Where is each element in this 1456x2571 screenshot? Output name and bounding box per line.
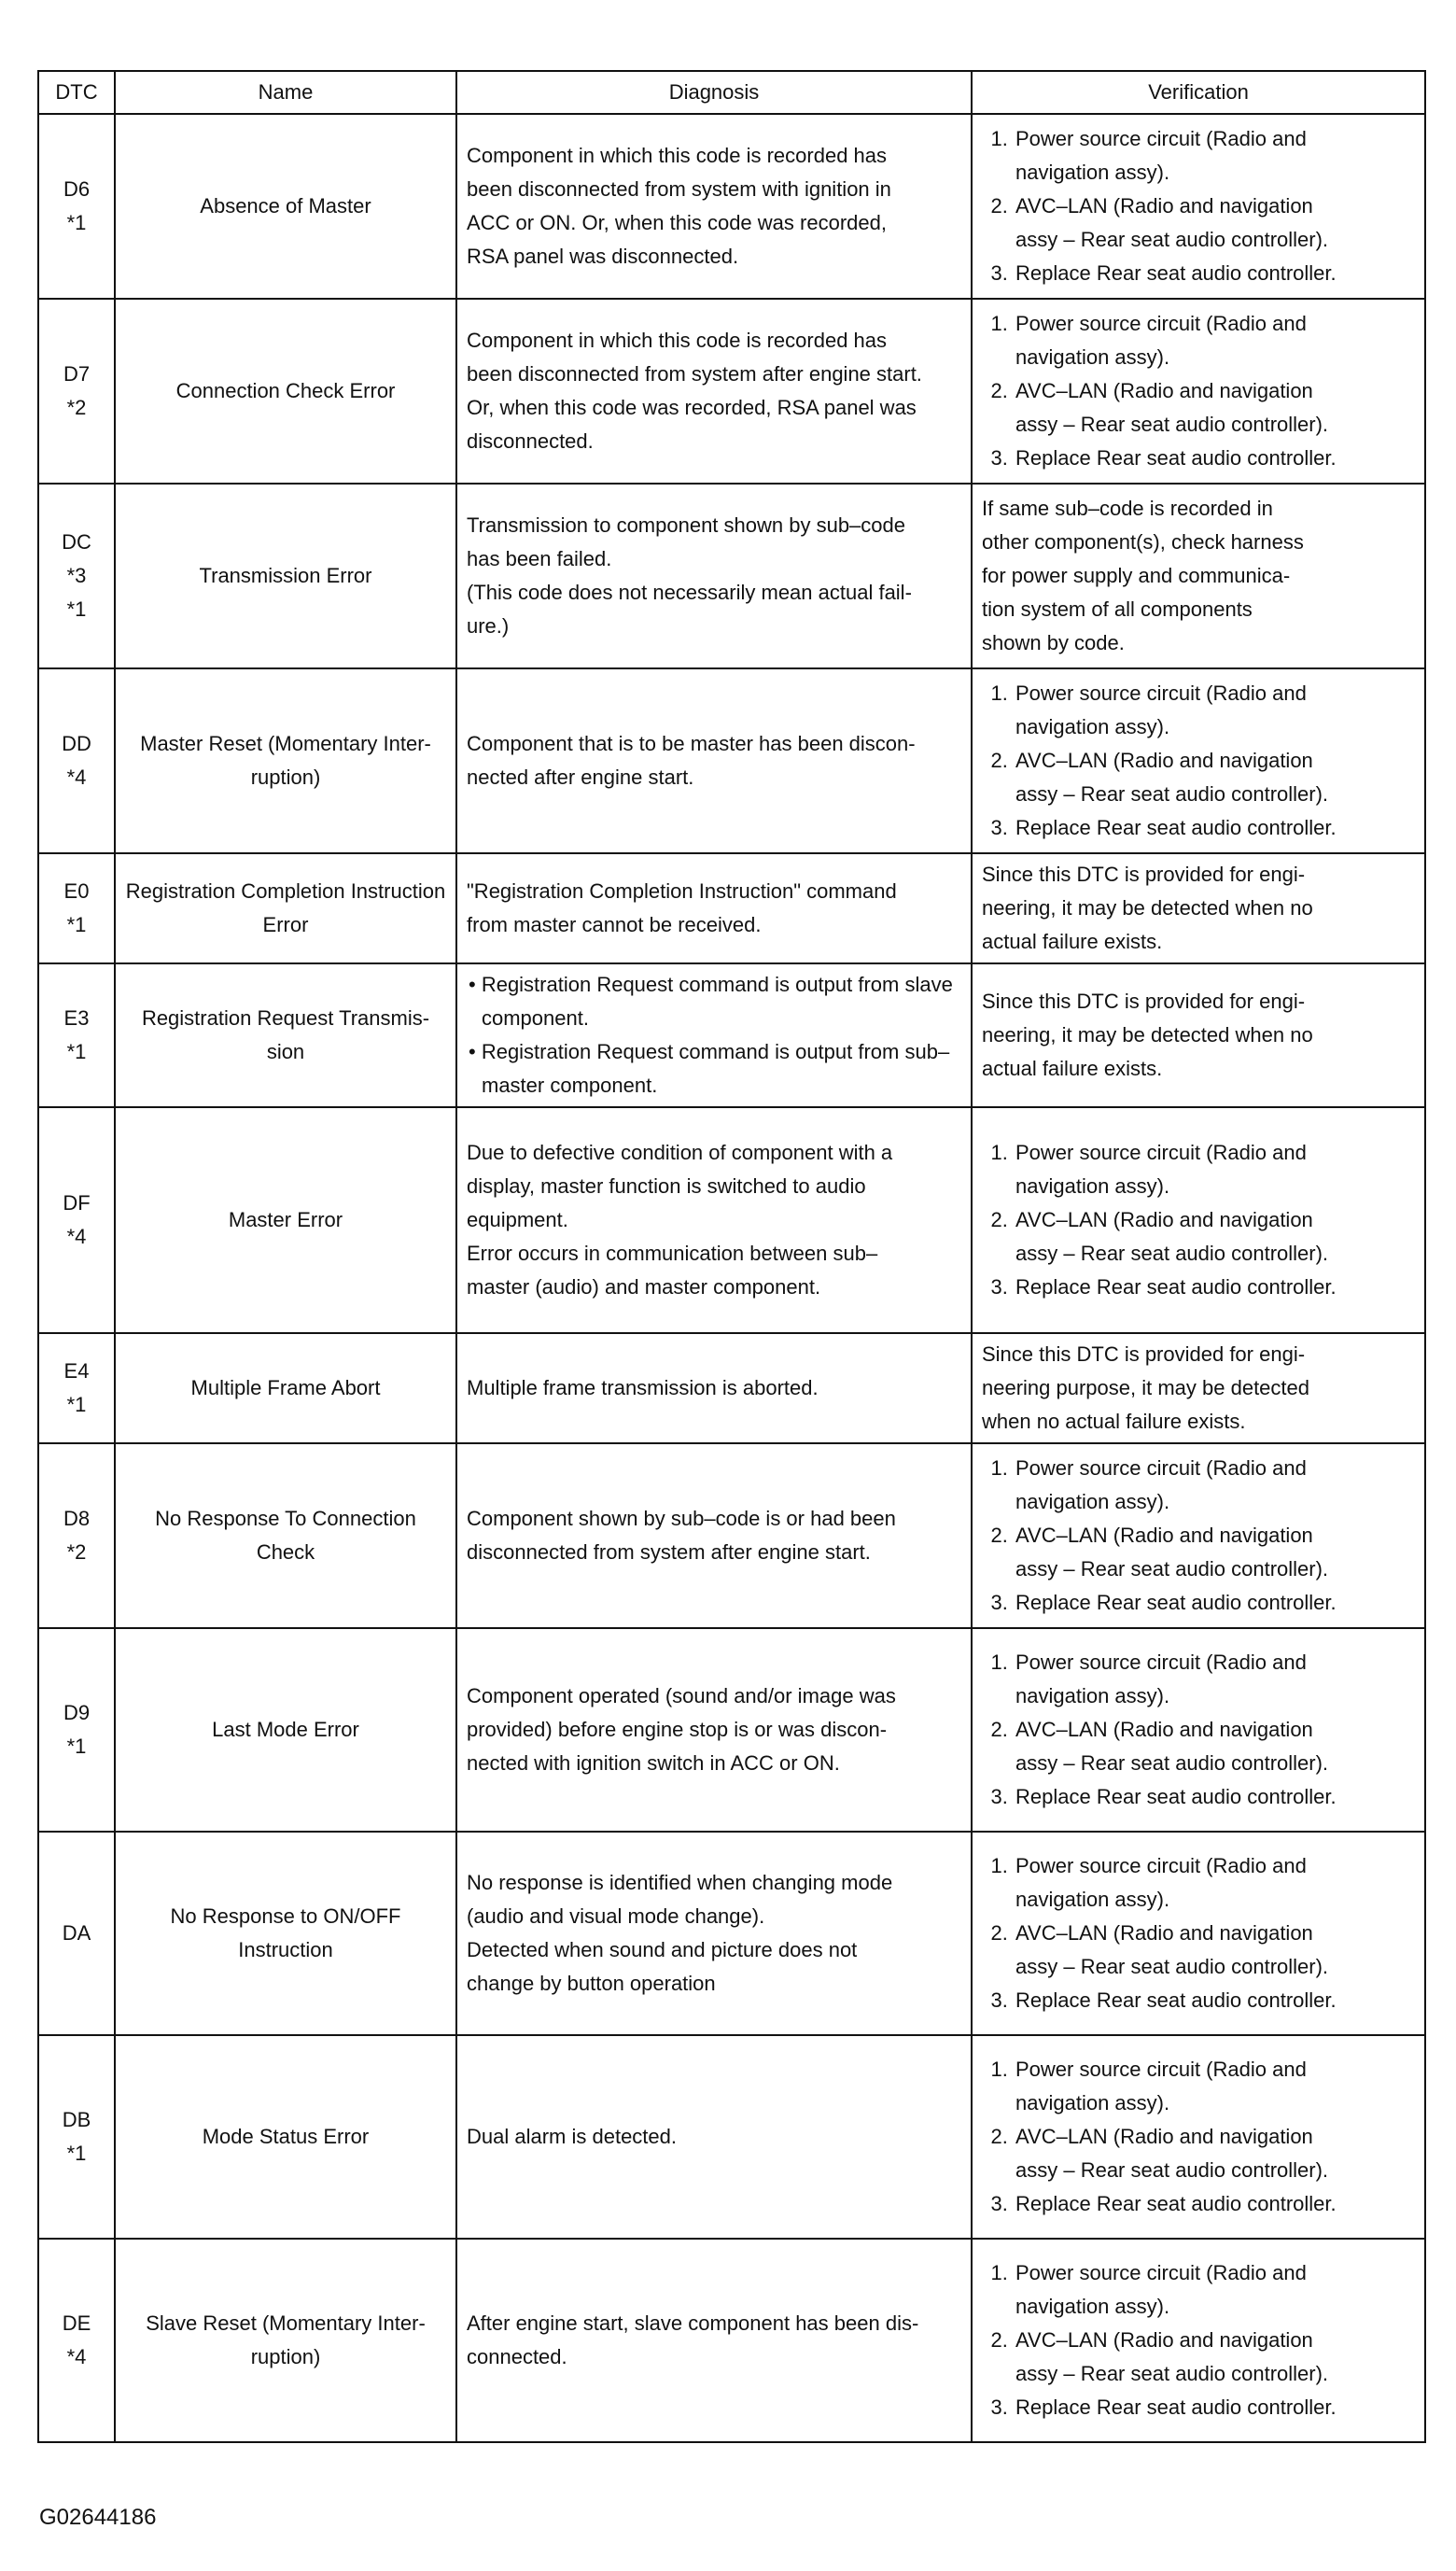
verification-step-line: navigation assy). xyxy=(1015,1684,1170,1707)
verification-step-line: 1. Power source circuit (Radio and xyxy=(1015,681,1307,705)
verification-step xyxy=(1014,2187,1415,2221)
dtc-code-line: *1 xyxy=(66,2142,87,2165)
verification-step xyxy=(1014,2391,1415,2424)
verification-step-line: 3. Replace Rear seat audio controller. xyxy=(1015,1591,1337,1614)
diagnosis-line: Component shown by sub–code is or had been xyxy=(467,1507,896,1530)
table-row xyxy=(38,853,1425,963)
verification-step-line: 3. Replace Rear seat audio controller. xyxy=(1015,261,1337,285)
header-diagnosis: Diagnosis xyxy=(456,71,972,114)
diagnosis-cell xyxy=(456,963,972,1107)
verification-note-line: If same sub–code is recorded in xyxy=(982,497,1273,520)
dtc-name-cell: Master Reset (Momentary Inter-ruption) xyxy=(115,668,456,853)
dtc-code-line: D6 xyxy=(63,177,91,201)
verification-step-line: navigation assy). xyxy=(1015,2091,1170,2114)
table-row xyxy=(38,1107,1425,1333)
figure-id: G02644186 xyxy=(39,2505,157,2530)
dtc-code-cell xyxy=(38,853,115,963)
diagnosis-cell xyxy=(456,1333,972,1443)
verification-steps xyxy=(982,122,1415,290)
diagnosis-line: Transmission to component shown by sub–code xyxy=(467,513,905,537)
diagnosis-line: disconnected. xyxy=(467,429,594,453)
verification-step-line: 3. Replace Rear seat audio controller. xyxy=(1015,1988,1337,2012)
verification-step-line: 2. AVC–LAN (Radio and navigation xyxy=(1015,749,1313,772)
verification-cell xyxy=(972,1333,1425,1443)
verification-step-line: 1. Power source circuit (Radio and xyxy=(1015,2058,1307,2081)
verification-step xyxy=(1014,744,1415,811)
verification-cell xyxy=(972,114,1425,299)
dtc-name-cell: Registration Request Transmis-sion xyxy=(115,963,456,1107)
diagnosis-line: connected. xyxy=(467,2345,567,2368)
dtc-code-line: E0 xyxy=(63,879,90,903)
dtc-name-cell: Last Mode Error xyxy=(115,1628,456,1832)
verification-step-line: 2. AVC–LAN (Radio and navigation xyxy=(1015,1718,1313,1741)
diagnosis-line: equipment. xyxy=(467,1208,568,1231)
verification-steps xyxy=(982,1136,1415,1304)
verification-step xyxy=(1014,811,1415,845)
diagnosis-bullet: • Registration Request command is output from sub–master component. xyxy=(469,1040,950,1097)
diagnosis-bullet: • Registration Request command is output from slave component. xyxy=(469,973,953,1030)
dtc-code-line: D9 xyxy=(63,1701,91,1724)
table-row xyxy=(38,484,1425,668)
diagnosis-line: (This code does not necessarily mean actual fail- xyxy=(467,581,912,604)
diagnosis-line: Due to defective condition of component with a xyxy=(467,1141,893,1164)
dtc-code-line: *2 xyxy=(66,1540,87,1564)
diagnosis-line: "Registration Completion Instruction" command xyxy=(467,879,897,903)
table-row xyxy=(38,1628,1425,1832)
dtc-name-cell: Slave Reset (Momentary Inter-ruption) xyxy=(115,2239,456,2442)
dtc-code-cell xyxy=(38,484,115,668)
verification-step xyxy=(1014,1452,1415,1519)
verification-step xyxy=(1014,374,1415,442)
dtc-code-cell xyxy=(38,1333,115,1443)
dtc-name-cell: Absence of Master xyxy=(115,114,456,299)
verification-step xyxy=(1014,307,1415,374)
verification-step xyxy=(1014,1136,1415,1203)
verification-cell xyxy=(972,1832,1425,2035)
header-verification: Verification xyxy=(972,71,1425,114)
table-row xyxy=(38,668,1425,853)
dtc-code-line: D8 xyxy=(63,1507,91,1530)
diagnosis-cell xyxy=(456,668,972,853)
diagnosis-line: (audio and visual mode change). xyxy=(467,1904,765,1928)
verification-cell xyxy=(972,853,1425,963)
dtc-name-cell: No Response To Connection Check xyxy=(115,1443,456,1628)
dtc-code-line: DA xyxy=(62,1921,91,1945)
diagnosis-line: from master cannot be received. xyxy=(467,913,762,936)
verification-note xyxy=(982,1338,1415,1439)
diagnosis-line: master (audio) and master component. xyxy=(467,1275,821,1299)
verification-step xyxy=(1014,2053,1415,2120)
verification-step xyxy=(1014,442,1415,475)
dtc-code-line: D7 xyxy=(63,362,91,386)
verification-step xyxy=(1014,1984,1415,2017)
verification-step-line: 2. AVC–LAN (Radio and navigation xyxy=(1015,194,1313,218)
diagnosis-cell xyxy=(456,1107,972,1333)
diagnosis-line: been disconnected from system after engine start. xyxy=(467,362,922,386)
dtc-code-line: *1 xyxy=(66,1735,87,1758)
diagnosis-line: nected after engine start. xyxy=(467,766,694,789)
diagnosis-line: After engine start, slave component has been dis- xyxy=(467,2311,919,2335)
dtc-code-cell xyxy=(38,1443,115,1628)
dtc-name-cell: Transmission Error xyxy=(115,484,456,668)
verification-step-line: 1. Power source circuit (Radio and xyxy=(1015,1456,1307,1480)
verification-step-line: 1. Power source circuit (Radio and xyxy=(1015,2261,1307,2284)
verification-step-line: 1. Power source circuit (Radio and xyxy=(1015,127,1307,150)
dtc-code-line: *1 xyxy=(66,211,87,234)
verification-step-line: 2. AVC–LAN (Radio and navigation xyxy=(1015,1524,1313,1547)
verification-step xyxy=(1014,1849,1415,1917)
verification-step-line: assy – Rear seat audio controller). xyxy=(1015,1242,1329,1265)
table-row xyxy=(38,299,1425,484)
diagnosis-line: No response is identified when changing mode xyxy=(467,1871,893,1894)
verification-steps xyxy=(982,2053,1415,2221)
diagnosis-line: Error occurs in communication between sub– xyxy=(467,1242,878,1265)
dtc-code-line: *1 xyxy=(66,1393,87,1416)
diagnosis-line: Component in which this code is recorded has xyxy=(467,329,888,352)
diagnosis-line: Component that is to be master has been discon- xyxy=(467,732,916,755)
verification-step-line: navigation assy). xyxy=(1015,715,1170,738)
verification-step-line: assy – Rear seat audio controller). xyxy=(1015,413,1329,436)
verification-step-line: 3. Replace Rear seat audio controller. xyxy=(1015,2192,1337,2215)
verification-step-line: assy – Rear seat audio controller). xyxy=(1015,2362,1329,2385)
verification-steps xyxy=(982,2256,1415,2424)
verification-step xyxy=(1014,190,1415,257)
verification-cell xyxy=(972,1628,1425,1832)
verification-step-line: 3. Replace Rear seat audio controller. xyxy=(1015,1275,1337,1299)
dtc-code-line: DF xyxy=(63,1191,91,1215)
verification-step-line: 1. Power source circuit (Radio and xyxy=(1015,1854,1307,1877)
verification-steps xyxy=(982,1452,1415,1620)
dtc-code-line: E4 xyxy=(63,1359,90,1383)
verification-step xyxy=(1014,677,1415,744)
verification-step-line: 2. AVC–LAN (Radio and navigation xyxy=(1015,2125,1313,2148)
dtc-code-cell xyxy=(38,963,115,1107)
verification-step-line: 2. AVC–LAN (Radio and navigation xyxy=(1015,1921,1313,1945)
diagnosis-line: Component operated (sound and/or image was xyxy=(467,1684,896,1707)
table-row xyxy=(38,1333,1425,1443)
dtc-code-line: *4 xyxy=(66,766,87,789)
verification-note-line: neering, it may be detected when no xyxy=(982,896,1313,920)
diagnosis-line: Detected when sound and picture does not xyxy=(467,1938,858,1961)
verification-step-line: 2. AVC–LAN (Radio and navigation xyxy=(1015,379,1313,402)
verification-note-line: neering, it may be detected when no xyxy=(982,1023,1313,1047)
dtc-code-cell xyxy=(38,299,115,484)
dtc-code-cell xyxy=(38,2239,115,2442)
verification-step xyxy=(1014,1780,1415,1814)
verification-step-line: navigation assy). xyxy=(1015,1174,1170,1198)
dtc-name-cell: Master Error xyxy=(115,1107,456,1333)
dtc-code-line: *3 xyxy=(66,564,87,587)
verification-note-line: neering purpose, it may be detected xyxy=(982,1376,1310,1399)
diagnosis-line: ure.) xyxy=(467,614,510,638)
verification-step xyxy=(1014,2256,1415,2324)
verification-note-line: Since this DTC is provided for engi- xyxy=(982,990,1306,1013)
dtc-code-line: *1 xyxy=(66,1040,87,1063)
verification-note-line: shown by code. xyxy=(982,631,1125,654)
verification-step-line: 3. Replace Rear seat audio controller. xyxy=(1015,1785,1337,1808)
verification-step-line: assy – Rear seat audio controller). xyxy=(1015,1557,1329,1581)
dtc-name-cell: No Response to ON/OFF Instruction xyxy=(115,1832,456,2035)
diagnosis-line: display, master function is switched to audio xyxy=(467,1174,866,1198)
diagnosis-cell xyxy=(456,1628,972,1832)
verification-step xyxy=(1014,1203,1415,1271)
dtc-name-cell: Connection Check Error xyxy=(115,299,456,484)
diagnosis-cell xyxy=(456,114,972,299)
verification-note-line: Since this DTC is provided for engi- xyxy=(982,1342,1306,1366)
verification-note-line: for power supply and communica- xyxy=(982,564,1291,587)
verification-step-line: navigation assy). xyxy=(1015,161,1170,184)
verification-step xyxy=(1014,2324,1415,2391)
verification-step xyxy=(1014,1519,1415,1586)
verification-cell xyxy=(972,1107,1425,1333)
verification-cell xyxy=(972,299,1425,484)
verification-step-line: navigation assy). xyxy=(1015,345,1170,369)
verification-cell xyxy=(972,963,1425,1107)
diagnosis-line: Dual alarm is detected. xyxy=(467,2125,677,2148)
diagnosis-line: ACC or ON. Or, when this code was recorded, xyxy=(467,211,887,234)
dtc-code-line: *2 xyxy=(66,396,87,419)
dtc-code-line: *4 xyxy=(66,1225,87,1248)
verification-step-line: navigation assy). xyxy=(1015,1888,1170,1911)
verification-step xyxy=(1014,1713,1415,1780)
verification-step-line: 3. Replace Rear seat audio controller. xyxy=(1015,446,1337,470)
verification-step-line: assy – Rear seat audio controller). xyxy=(1015,1955,1329,1978)
dtc-table xyxy=(37,70,1426,2443)
verification-cell xyxy=(972,668,1425,853)
diagnosis-line: been disconnected from system with ignition in xyxy=(467,177,891,201)
verification-steps xyxy=(982,677,1415,845)
verification-note-line: tion system of all components xyxy=(982,597,1253,621)
verification-note-line: Since this DTC is provided for engi- xyxy=(982,863,1306,886)
verification-steps xyxy=(982,1646,1415,1814)
dtc-code-line: E3 xyxy=(63,1006,90,1030)
verification-step-line: 1. Power source circuit (Radio and xyxy=(1015,1141,1307,1164)
dtc-name-cell: Mode Status Error xyxy=(115,2035,456,2239)
dtc-code-line: DC xyxy=(62,530,91,554)
diagnosis-cell xyxy=(456,1832,972,2035)
verification-step-line: assy – Rear seat audio controller). xyxy=(1015,228,1329,251)
verification-step xyxy=(1014,122,1415,190)
dtc-code-line: *1 xyxy=(66,597,87,621)
verification-steps xyxy=(982,1849,1415,2017)
verification-note-line: when no actual failure exists. xyxy=(982,1410,1246,1433)
verification-step xyxy=(1014,2120,1415,2187)
verification-note-line: other component(s), check harness xyxy=(982,530,1304,554)
dtc-code-cell xyxy=(38,1107,115,1333)
table-row xyxy=(38,2239,1425,2442)
header-name: Name xyxy=(115,71,456,114)
diagnosis-line: Component in which this code is recorded has xyxy=(467,144,888,167)
diagnosis-cell xyxy=(456,2239,972,2442)
header-dtc: DTC xyxy=(38,71,115,114)
verification-step-line: 3. Replace Rear seat audio controller. xyxy=(1015,816,1337,839)
dtc-code-line: DD xyxy=(62,732,91,755)
table-row xyxy=(38,2035,1425,2239)
dtc-code-line: *1 xyxy=(66,913,87,936)
diagnosis-line: change by button operation xyxy=(467,1972,716,1995)
verification-cell xyxy=(972,2035,1425,2239)
table-row xyxy=(38,1832,1425,2035)
verification-step-line: assy – Rear seat audio controller). xyxy=(1015,782,1329,806)
verification-step-line: 2. AVC–LAN (Radio and navigation xyxy=(1015,1208,1313,1231)
verification-step-line: 3. Replace Rear seat audio controller. xyxy=(1015,2395,1337,2419)
verification-steps xyxy=(982,307,1415,475)
verification-note xyxy=(982,985,1415,1086)
diagnosis-line: has been failed. xyxy=(467,547,612,570)
verification-note-line: actual failure exists. xyxy=(982,930,1163,953)
verification-cell xyxy=(972,1443,1425,1628)
verification-step xyxy=(1014,1646,1415,1713)
verification-step xyxy=(1014,1917,1415,1984)
table-row xyxy=(38,1443,1425,1628)
verification-note xyxy=(982,492,1415,660)
dtc-code-cell xyxy=(38,668,115,853)
verification-note-line: actual failure exists. xyxy=(982,1057,1163,1080)
dtc-code-cell xyxy=(38,1628,115,1832)
verification-cell xyxy=(972,2239,1425,2442)
verification-step xyxy=(1014,257,1415,290)
verification-cell xyxy=(972,484,1425,668)
diagnosis-line: provided) before engine stop is or was discon- xyxy=(467,1718,888,1741)
dtc-code-line: DB xyxy=(62,2108,91,2131)
table-body xyxy=(38,114,1425,2442)
dtc-code-line: DE xyxy=(62,2311,91,2335)
verification-step-line: 1. Power source circuit (Radio and xyxy=(1015,1651,1307,1674)
verification-step-line: assy – Rear seat audio controller). xyxy=(1015,2158,1329,2182)
dtc-code-cell xyxy=(38,1832,115,2035)
table-row xyxy=(38,114,1425,299)
dtc-code-cell xyxy=(38,114,115,299)
diagnosis-cell xyxy=(456,853,972,963)
diagnosis-line: RSA panel was disconnected. xyxy=(467,245,739,268)
diagnosis-cell xyxy=(456,484,972,668)
diagnosis-line: Or, when this code was recorded, RSA panel was xyxy=(467,396,917,419)
table-row xyxy=(38,963,1425,1107)
diagnosis-line: Multiple frame transmission is aborted. xyxy=(467,1376,819,1399)
table-header-row xyxy=(38,71,1425,114)
dtc-name-cell: Multiple Frame Abort xyxy=(115,1333,456,1443)
verification-step-line: navigation assy). xyxy=(1015,1490,1170,1513)
diagnosis-cell xyxy=(456,299,972,484)
verification-note xyxy=(982,858,1415,959)
dtc-code-line: *4 xyxy=(66,2345,87,2368)
verification-step-line: 2. AVC–LAN (Radio and navigation xyxy=(1015,2328,1313,2352)
verification-step-line: assy – Rear seat audio controller). xyxy=(1015,1751,1329,1775)
diagnosis-cell xyxy=(456,2035,972,2239)
verification-step-line: navigation assy). xyxy=(1015,2295,1170,2318)
verification-step xyxy=(1014,1271,1415,1304)
diagnosis-line: disconnected from system after engine start. xyxy=(467,1540,871,1564)
dtc-code-cell xyxy=(38,2035,115,2239)
diagnosis-line: nected with ignition switch in ACC or ON. xyxy=(467,1751,840,1775)
verification-step xyxy=(1014,1586,1415,1620)
diagnosis-cell xyxy=(456,1443,972,1628)
verification-step-line: 1. Power source circuit (Radio and xyxy=(1015,312,1307,335)
dtc-name-cell: Registration Completion Instruction Error xyxy=(115,853,456,963)
